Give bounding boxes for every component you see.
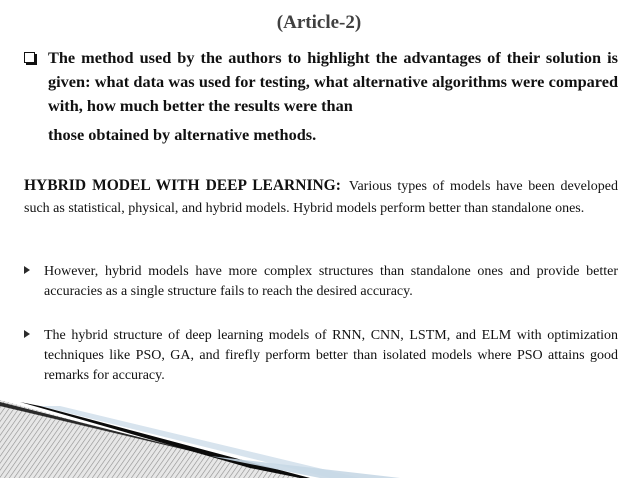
intro-bullet-item (24, 46, 618, 147)
slide-title: (Article-2) (276, 12, 362, 33)
arrowhead-bullet-icon (24, 266, 30, 274)
list-item-text: The hybrid structure of deep learning models of RNN, CNN, LSTM, and ELM with optimization techniques like PSO, GA, and firefly perform better than isolated models where PSO attains good remarks for accuracy. (44, 328, 618, 383)
list-item (24, 326, 618, 386)
arrowhead-bullet-icon (24, 330, 30, 338)
intro-text-last: those obtained by alternative methods. (48, 125, 317, 144)
section-paragraph (24, 175, 618, 220)
intro-text-main: The method used by the authors to highlight the advantages of their solution is given: what data was used for testing, what alternative algorithms were compared with, how much better the results were than (48, 48, 618, 115)
list-item (24, 262, 618, 302)
section-body: Various types of models have been developed such as statistical, physical, and hybrid models. Hybrid models perform better than standalone ones. (24, 179, 618, 216)
intro-text (48, 46, 618, 147)
hollow-square-bullet-icon (24, 52, 35, 63)
decorative-corner-swoosh (0, 400, 638, 478)
section-heading: HYBRID MODEL WITH DEEP LEARNING: (24, 177, 341, 194)
list-item-text: However, hybrid models have more complex structures than standalone ones and provide better accuracies as a single structure fails to reach the desired accuracy. (44, 264, 618, 299)
